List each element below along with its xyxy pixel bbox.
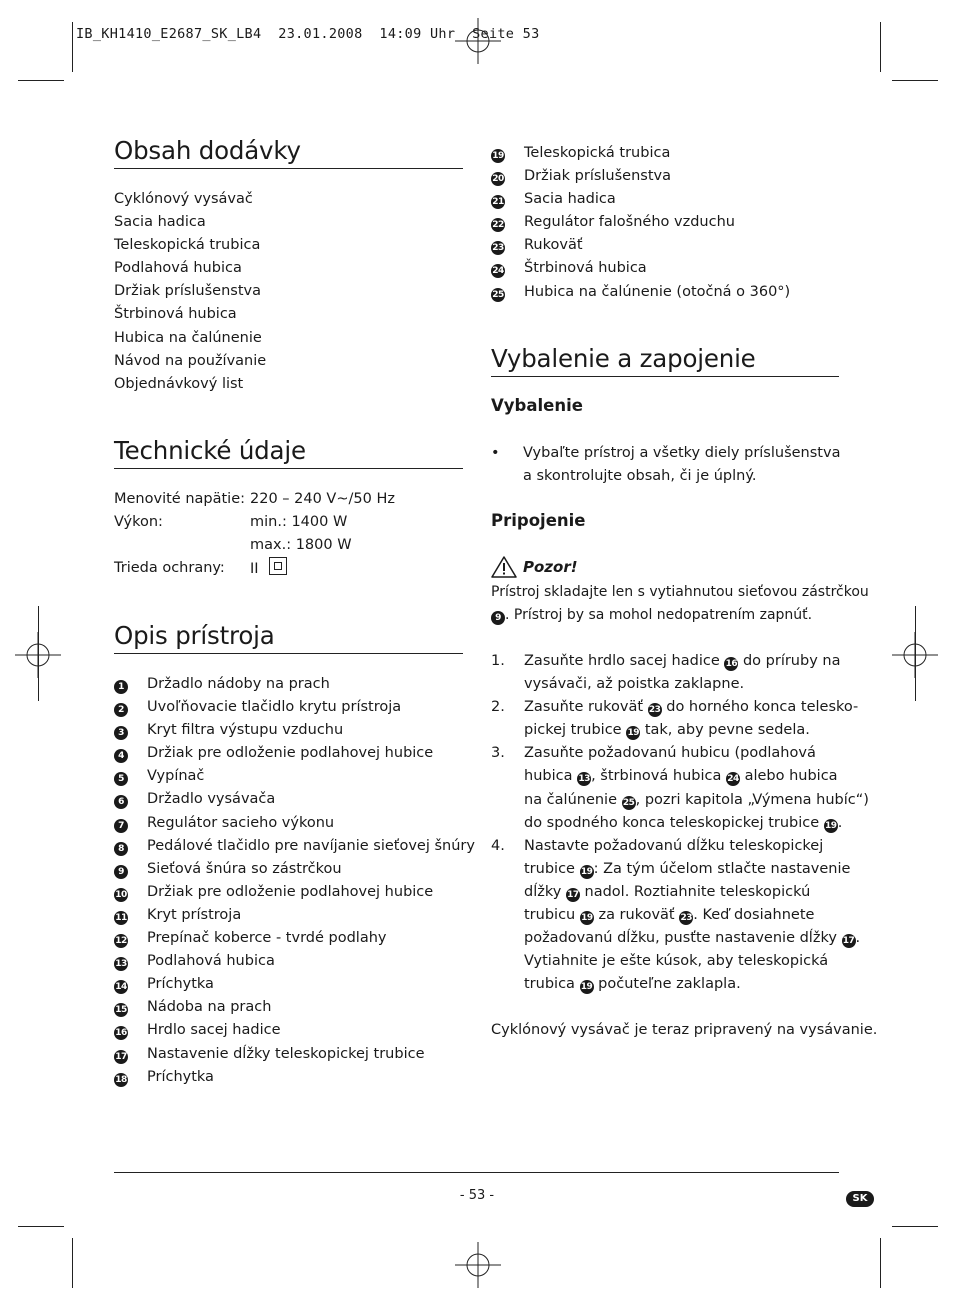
part-number-icon: 11	[115, 912, 127, 923]
part-item	[114, 673, 475, 696]
part-label: Rukoväť	[524, 237, 583, 254]
step-item	[491, 696, 869, 742]
part-number-icon: 21	[492, 197, 504, 208]
part-item	[114, 765, 475, 788]
part-item	[114, 696, 475, 719]
delivery-item: Sacia hadica	[114, 214, 206, 231]
part-number-icon: 5	[114, 772, 128, 786]
part-label: Hubica na čalúnenie (otočná o 360°)	[524, 283, 791, 300]
subsection-unpacking: Vybalenie	[491, 396, 583, 415]
warning-text: Prístroj skladajte len s vytiahnutou sieťovou zástrčkou 9 . Prístroj by sa mohol nedopatrením zapnúť.	[491, 584, 869, 624]
part-number-icon: 20	[492, 174, 504, 185]
part-number-icon: 24	[727, 774, 739, 785]
part-number-icon: 6	[114, 795, 128, 809]
print-header: IB_KH1410_E2687_SK_LB4 23.01.2008 14:09 Uhr Seite 53	[76, 26, 540, 42]
step-text: Zasuňte požadovanú hubicu (podlahová hubica 13, štrbinová hubica 24 alebo hubica na čalúnenie 25, pozri kapitola „Výmena hubíc“) do spodného konca teleskopickej trubice 19.	[524, 745, 869, 831]
part-number-icon: 7	[114, 819, 128, 833]
part-number-icon: 19	[627, 728, 639, 739]
part-item	[114, 996, 475, 1019]
part-label: Držiak príslušenstva	[524, 168, 671, 185]
part-label: Regulátor falošného vzduchu	[524, 214, 735, 231]
part-label: Pedálové tlačidlo pre navíjanie sieťovej šnúry	[147, 837, 475, 854]
part-item	[114, 1066, 475, 1089]
part-number-icon: 13	[578, 774, 590, 785]
part-item	[114, 742, 475, 765]
part-item	[491, 234, 790, 257]
protection-class-icon	[269, 557, 287, 575]
part-label: Držiak pre odloženie podlahovej hubice	[147, 745, 434, 762]
part-number-icon: 25	[492, 289, 504, 300]
part-number-icon: 3	[114, 726, 128, 740]
delivery-item: Návod na používanie	[114, 352, 267, 369]
part-item	[114, 812, 475, 835]
section-title-delivery: Obsah dodávky	[114, 136, 301, 165]
step-item	[491, 650, 869, 696]
part-number-icon: 12	[115, 936, 127, 947]
part-number-icon: 15	[115, 1005, 127, 1016]
parts-list	[114, 673, 475, 1089]
part-item	[491, 188, 790, 211]
part-label: Nastavenie dĺžky teleskopickej trubice	[147, 1045, 425, 1062]
step-number: 4.	[491, 837, 505, 854]
part-label: Nádoba na prach	[147, 999, 272, 1016]
part-label: Sieťová šnúra so zástrčkou	[147, 860, 342, 877]
part-item	[491, 165, 790, 188]
part-number-icon: 16	[725, 659, 738, 669]
step-text: Nastavte požadovanú dĺžku teleskopickej trubice 19: Za tým účelom stlačte nastavenie dĺžky 17 nadol. Roztiahnite teleskopickú trubicu 19 za rukoväť 23. Keď dosiahnete požadovanú dĺžku, pusťte nastavenie dĺžky 17. Vytiahnite je ešte kúsok, aby teleskopická trubica 19 počuteľne zaklapla.	[524, 837, 861, 993]
step-text: Zasuňte rukoväť 23 do horného konca telesko- pickej trubice 19 tak, aby pevne sedela.	[524, 699, 859, 739]
part-number-icon: 14	[115, 982, 127, 993]
section-title-unpack: Vybalenie a zapojenie	[491, 344, 756, 373]
footer-divider	[114, 1172, 839, 1173]
part-number-icon: 8	[114, 842, 128, 856]
part-label: Podlahová hubica	[147, 953, 275, 970]
part-number-icon: 1	[114, 680, 128, 694]
part-item	[491, 281, 790, 304]
part-number-icon: 13	[115, 959, 127, 970]
delivery-item: Hubica na čalúnenie	[114, 329, 262, 346]
divider	[114, 468, 463, 469]
part-item	[114, 1043, 475, 1066]
step-number: 2.	[491, 699, 505, 716]
part-label: Štrbinová hubica	[524, 260, 647, 277]
part-number-9-icon: 9	[491, 611, 505, 625]
part-number-icon: 17	[115, 1051, 127, 1062]
part-item	[114, 719, 475, 742]
part-item	[114, 1019, 475, 1042]
part-item	[114, 904, 475, 927]
divider	[114, 653, 463, 654]
part-item	[114, 881, 475, 904]
part-label: Kryt filtra výstupu vzduchu	[147, 722, 344, 739]
part-label: Kryt prístroja	[147, 906, 242, 923]
part-number-icon: 16	[115, 1028, 127, 1039]
delivery-item: Teleskopická trubica	[114, 237, 261, 254]
part-label: Vypínač	[147, 768, 205, 785]
part-number-icon: 19	[580, 982, 593, 993]
part-item	[114, 950, 475, 973]
delivery-item: Cyklónový vysávač	[114, 191, 253, 207]
language-badge: SK	[846, 1191, 874, 1207]
section-title-tech: Technické údaje	[114, 436, 306, 465]
part-number-icon: 4	[114, 749, 128, 763]
delivery-item: Držiak príslušenstva	[114, 283, 261, 300]
delivery-item: Štrbinová hubica	[114, 306, 237, 323]
part-label: Uvoľňovacie tlačidlo krytu prístroja	[147, 699, 402, 716]
unpack-bullet: • Vybaľte prístroj a všetky diely príslušenstva a skontrolujte obsah, či je úplný.	[491, 445, 841, 485]
spec-row: max.: 1800 W	[250, 537, 352, 554]
part-label: Držiak pre odloženie podlahovej hubice	[147, 883, 434, 900]
part-number-icon: 17	[842, 936, 855, 947]
delivery-list	[114, 188, 266, 396]
part-item	[491, 211, 790, 234]
part-number-icon: 23	[680, 913, 692, 924]
part-label: Sacia hadica	[524, 191, 616, 208]
step-item	[491, 742, 869, 834]
step-item	[491, 835, 869, 997]
part-item	[114, 973, 475, 996]
registration-mark-bottom	[455, 1242, 501, 1288]
part-label: Príchytka	[147, 1068, 214, 1085]
part-label: Držadlo nádoby na prach	[147, 676, 330, 692]
page-number: - 53 -	[459, 1188, 495, 1203]
warning-triangle-icon	[491, 556, 517, 578]
delivery-item: Objednávkový list	[114, 375, 244, 392]
delivery-item: Podlahová hubica	[114, 260, 242, 277]
assembly-steps	[491, 650, 869, 996]
tech-specs-table	[114, 488, 395, 581]
part-number-icon: 18	[115, 1074, 127, 1085]
part-item	[114, 835, 475, 858]
step-number: 3.	[491, 745, 505, 762]
divider	[491, 376, 839, 377]
part-number-icon: 23	[648, 705, 661, 716]
warning-heading: Pozor!	[491, 556, 578, 578]
part-number-icon: 9	[114, 865, 128, 879]
subsection-connection: Pripojenie	[491, 511, 586, 530]
registration-mark-top	[455, 18, 501, 64]
part-item	[491, 142, 790, 165]
part-number-icon: 19	[492, 151, 504, 161]
part-number-icon: 25	[622, 797, 635, 808]
part-number-icon: 2	[114, 703, 128, 717]
spec-row: Trieda ochrany: II	[114, 557, 395, 581]
parts-list-continued	[491, 142, 790, 304]
part-label: Prepínač koberce - tvrdé podlahy	[147, 930, 387, 947]
part-label: Hrdlo sacej hadice	[147, 1022, 281, 1039]
part-number-icon: 19	[825, 820, 837, 831]
section-title-device: Opis prístroja	[114, 621, 275, 650]
part-label: Príchytka	[147, 976, 214, 993]
part-number-icon: 23	[492, 243, 504, 254]
closing-text: Cyklónový vysávač je teraz pripravený na vysávanie.	[491, 1022, 878, 1038]
part-number-icon: 10	[115, 889, 127, 900]
part-number-icon: 19	[580, 866, 593, 877]
part-label: Držadlo vysávača	[147, 791, 276, 808]
divider	[114, 168, 463, 169]
part-number-icon: 22	[492, 220, 504, 231]
step-number: 1.	[491, 653, 505, 669]
part-number-icon: 24	[492, 266, 504, 277]
part-label: Regulátor sacieho výkonu	[147, 814, 335, 831]
part-item	[114, 788, 475, 811]
spec-row: Menovité napätie: 220 – 240 V~/50 Hz	[114, 491, 395, 507]
part-number-icon: 17	[567, 889, 579, 900]
spec-row: Výkon: min.: 1400 W	[114, 514, 348, 531]
part-number-icon: 19	[581, 913, 593, 924]
part-item	[114, 927, 475, 950]
part-label: Teleskopická trubica	[524, 145, 671, 161]
step-text: Zasuňte hrdlo sacej hadice 16 do príruby na vysávači, až poistka zaklapne.	[524, 653, 841, 693]
part-item	[491, 257, 790, 280]
part-item	[114, 858, 475, 881]
